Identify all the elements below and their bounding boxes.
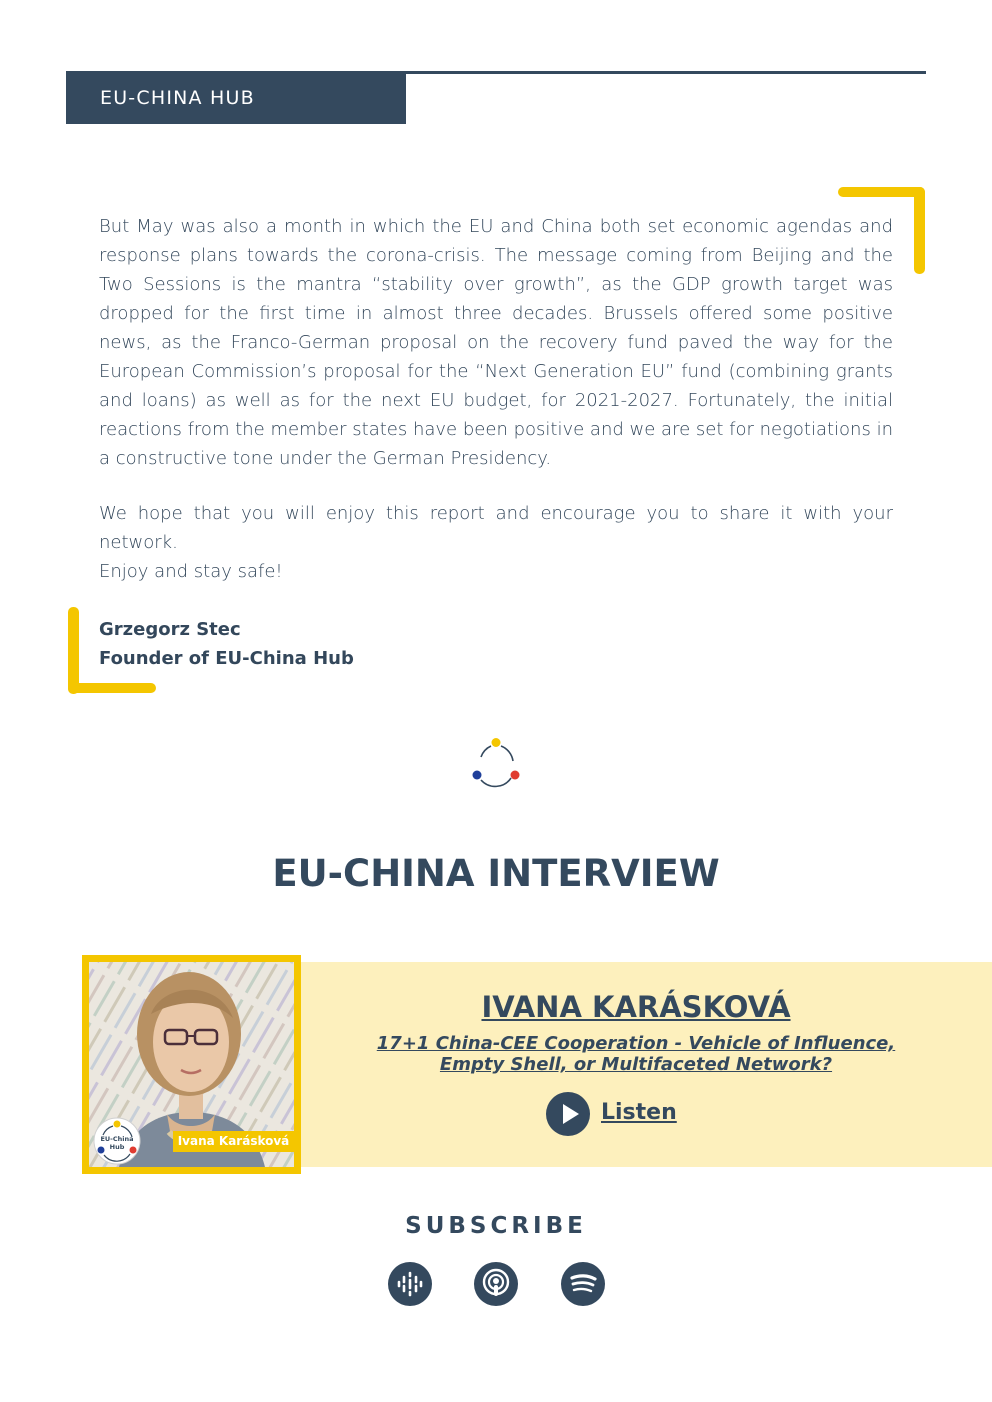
body-paragraph: But May was also a month in which the EU and China both set economic agendas and response plans towards the corona-crisis. The message coming from Beijing and the Two Sessions is the mantra “stability over growth”, as the GDP growth target was dropped for the first time in almost three decades. Brussels offered some positive news, as the Franco-German proposal on the recovery fund paved the way for the European Commission’s proposal for the “Next Generation EU” fund (combining grants and loans) as well as for the next EU budget, for 2021-2027. Fortunately, the initial reactions from the member states have been positive and we are set for negotiations in a constructive tone under the German Presidency. (99, 216, 893, 469)
signature-name: Grzegorz Stec (99, 619, 241, 640)
corner-bracket-bottom-left (68, 607, 79, 694)
guest-name-link[interactable]: IVANA KARÁSKOVÁ (481, 990, 791, 1024)
episode-title-link[interactable]: 17+1 China-CEE Cooperation - Vehicle of Influence, Empty Shell, or Multifaceted Network? (376, 1033, 896, 1075)
spotify-icon[interactable] (561, 1262, 605, 1306)
body-paragraph: We hope that you will enjoy this report and encourage you to share it with your network. (99, 503, 893, 553)
eu-china-hub-badge-icon (93, 1117, 141, 1165)
subscribe-heading: SUBSCRIBE (405, 1213, 587, 1239)
svg-text:Hub: Hub (109, 1143, 125, 1151)
listen-link[interactable]: Listen (601, 1100, 677, 1125)
google-podcasts-icon[interactable] (388, 1262, 432, 1306)
header-label: EU-CHINA HUB (100, 87, 255, 109)
section-title: EU-CHINA INTERVIEW (272, 852, 720, 895)
closing-line: Enjoy and stay safe! (99, 561, 283, 582)
corner-bracket-bottom-left-horizontal (68, 683, 156, 693)
eu-china-hub-logo-icon (469, 736, 523, 790)
corner-bracket-top-right-vertical (914, 187, 925, 274)
corner-bracket-top-right (838, 187, 925, 197)
apple-podcasts-icon[interactable] (474, 1262, 518, 1306)
photo-caption: Ivana Karásková (173, 1131, 294, 1152)
play-icon[interactable] (546, 1092, 590, 1136)
signature-role: Founder of EU-China Hub (99, 648, 354, 669)
svg-text:EU-China: EU-China (100, 1135, 134, 1143)
